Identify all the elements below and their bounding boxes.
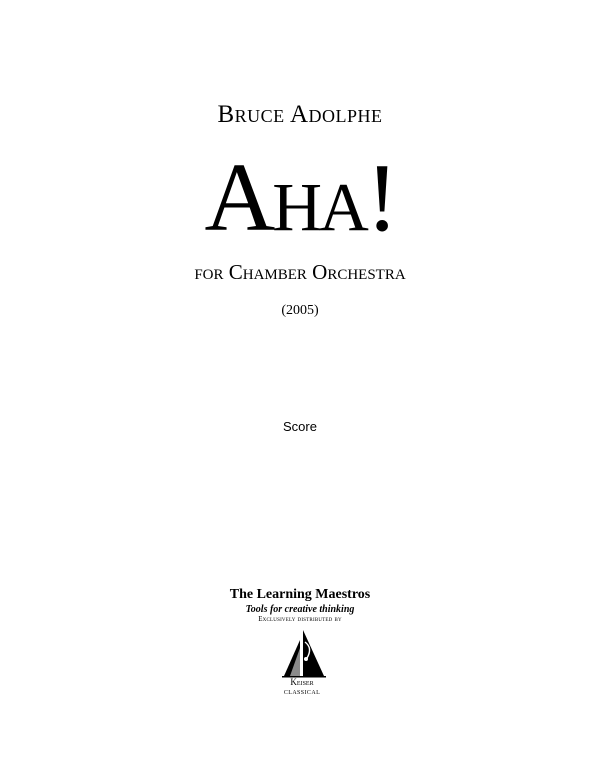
- logo-brand-subtitle: CLASSICAL: [283, 690, 321, 696]
- publisher-name: The Learning Maestros: [229, 587, 371, 602]
- logo-brand-name: Keiser: [290, 677, 314, 687]
- work-title: Aha!: [204, 144, 396, 252]
- publisher-tagline: Tools for creative thinking: [245, 604, 355, 615]
- keiser-classical-logo: [276, 628, 328, 700]
- composer-name: Bruce Adolphe: [217, 101, 383, 128]
- composition-year: (2005): [281, 303, 319, 318]
- score-label: Score: [283, 419, 317, 434]
- distribution-note: Exclusively distributed by: [258, 615, 342, 623]
- work-subtitle: for Chamber Orchestra: [194, 260, 406, 284]
- sail-emblem-icon: [276, 628, 328, 678]
